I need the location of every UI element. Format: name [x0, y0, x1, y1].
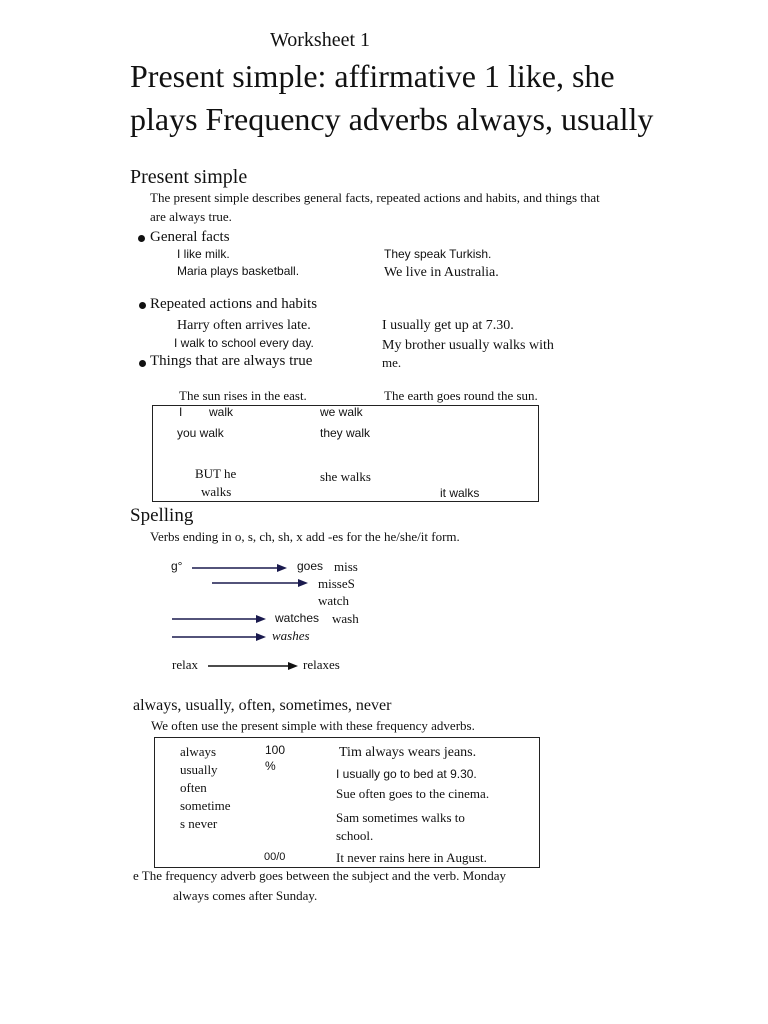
always-true-label: Things that are always true [150, 353, 313, 369]
example-sentence: I usually get up at 7.30. [382, 318, 514, 333]
verb-watch: watch [318, 593, 350, 608]
verb-miss: miss [334, 559, 358, 574]
verb-misses: misseS [318, 576, 355, 591]
example-sentence: me. [382, 355, 402, 370]
form-walks: walks [201, 484, 232, 499]
form-they-walk: they walk [320, 426, 371, 440]
example-sentence: I walk to school every day. [174, 336, 314, 350]
worksheet-label: Worksheet 1 [270, 29, 371, 51]
bullet-icon [138, 235, 145, 242]
repeated-actions-label: Repeated actions and habits [150, 296, 318, 312]
frequency-example: Sue often goes to the cinema. [336, 786, 490, 801]
frequency-example: It never rains here in August. [336, 850, 487, 865]
bullet-icon [139, 302, 146, 309]
verb-relaxes: relaxes [303, 657, 340, 672]
example-sentence: The sun rises in the east. [179, 388, 307, 403]
frequency-note-line2: always comes after Sunday. [173, 888, 318, 903]
verb-watches: watches [275, 611, 320, 625]
verb-go: g° [171, 559, 183, 573]
frequency-example: Sam sometimes walks to [336, 810, 465, 825]
example-sentence: Maria plays basketball. [177, 264, 300, 278]
frequency-example: Tim always wears jeans. [339, 745, 477, 760]
frequency-example: school. [336, 828, 374, 843]
verb-relax: relax [172, 657, 198, 672]
intro-line1: The present simple describes general facts, repeated actions and habits, and things that [150, 190, 600, 205]
form-you-walk: you walk [177, 426, 224, 440]
arrow-icon [172, 632, 266, 642]
example-sentence: I like milk. [177, 247, 230, 261]
frequency-intro: We often use the present simple with these frequency adverbs. [151, 718, 475, 733]
adverb-always: always [180, 744, 217, 759]
arrow-icon [192, 563, 287, 573]
verb-goes: goes [297, 559, 324, 573]
intro-line2: are always true. [150, 209, 232, 224]
frequency-note-line1: e The frequency adverb goes between the subject and the verb. Monday [133, 868, 507, 883]
page-title-line2: plays Frequency adverbs always, usually [130, 101, 654, 137]
general-facts-label: General facts [150, 229, 230, 245]
adverb-never: s never [180, 816, 218, 831]
example-sentence: We live in Australia. [384, 265, 499, 280]
form-she-walks: she walks [320, 469, 371, 484]
example-sentence: The earth goes round the sun. [384, 388, 538, 403]
form-we-walk: we walk [320, 405, 363, 419]
bullet-icon [139, 360, 146, 367]
form-it-walks: it walks [440, 486, 480, 500]
example-sentence: They speak Turkish. [384, 247, 492, 261]
adverb-sometimes: sometime [180, 798, 231, 813]
spelling-heading: Spelling [130, 505, 194, 526]
adverb-often: often [180, 780, 207, 795]
page-title-line1: Present simple: affirmative 1 like, she [130, 58, 615, 94]
percent-bottom: 00/0 [264, 851, 286, 863]
arrow-icon [172, 614, 266, 624]
arrow-icon [212, 578, 308, 588]
verb-washes: washes [272, 628, 310, 643]
form-but-he: BUT he [195, 466, 237, 481]
verb-wash: wash [332, 611, 359, 626]
adverb-usually: usually [180, 762, 218, 777]
verb-walk: walk [209, 405, 234, 419]
pronoun-i: I [179, 405, 183, 419]
present-simple-heading: Present simple [130, 166, 248, 188]
frequency-example: I usually go to bed at 9.30. [336, 767, 477, 781]
arrow-icon [208, 661, 298, 671]
frequency-heading: always, usually, often, sometimes, never [133, 697, 392, 714]
example-sentence: My brother usually walks with [382, 338, 554, 353]
example-sentence: Harry often arrives late. [177, 318, 311, 333]
percent-sign: % [265, 759, 276, 773]
spelling-rule: Verbs ending in o, s, ch, sh, x add -es for the he/she/it form. [150, 529, 460, 544]
percent-top: 100 [265, 743, 286, 757]
